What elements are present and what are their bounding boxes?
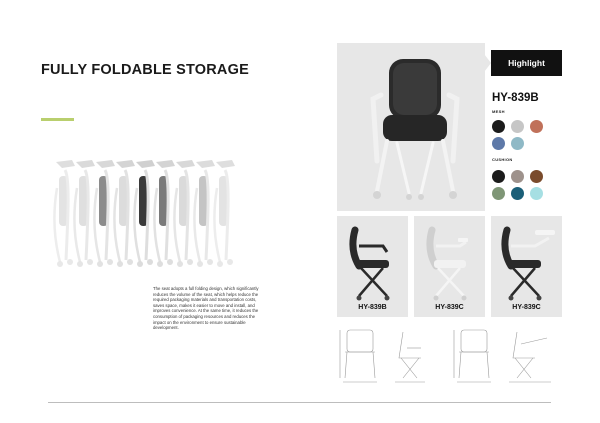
mesh-label: MESH: [492, 109, 505, 114]
chair-front-illustration: [337, 43, 485, 211]
cushion-label: CUSHION: [492, 157, 513, 162]
hero-product-image: [337, 43, 485, 211]
mesh-swatch-1[interactable]: [492, 120, 505, 133]
folded-chair-9: [214, 160, 235, 267]
cushion-swatch-3[interactable]: [530, 170, 543, 183]
folded-chair-1: [54, 160, 75, 267]
page-title: FULLY FOLDABLE STORAGE: [41, 62, 249, 78]
variant-label: HY-839C: [512, 304, 541, 311]
accent-rule: [41, 118, 74, 121]
mesh-swatch-4[interactable]: [492, 137, 505, 150]
cushion-swatch-6[interactable]: [530, 187, 543, 200]
folded-chair-2: [74, 160, 95, 267]
folded-chair-5: [134, 160, 155, 267]
cushion-swatch-5[interactable]: [511, 187, 524, 200]
drawing-front-1: [340, 330, 377, 382]
drawing-side-1: [395, 332, 425, 382]
highlight-badge: Highlight: [491, 50, 562, 76]
variant-tile-hy-839b[interactable]: [337, 216, 408, 317]
mesh-swatch-3[interactable]: [530, 120, 543, 133]
folded-chair-3: [94, 160, 115, 267]
folded-chair-4: [114, 160, 135, 267]
drawing-side-2: [509, 332, 551, 382]
hero-corner-arrow: [481, 50, 491, 76]
bottom-divider: [48, 402, 551, 403]
mesh-swatch-5[interactable]: [511, 137, 524, 150]
variant-label: HY-839B: [358, 304, 387, 311]
variant-tile-hy-839c-1[interactable]: [414, 216, 485, 317]
folding-sequence-illustration: [46, 158, 246, 270]
chair-side-illustration: [491, 216, 562, 302]
cushion-swatch-4[interactable]: [492, 187, 505, 200]
dimension-drawings: [337, 322, 563, 386]
chair-side-illustration: [337, 216, 408, 302]
mesh-swatch-2[interactable]: [511, 120, 524, 133]
variant-label: HY-839C: [435, 304, 464, 311]
variant-tile-hy-839c-2[interactable]: [491, 216, 562, 317]
folded-chair-8: [194, 160, 215, 267]
cushion-swatch-1[interactable]: [492, 170, 505, 183]
folded-chair-6: [154, 160, 175, 267]
folded-chair-7: [174, 160, 195, 267]
description-text: The seat adopts a full folding design, which significantly reduces the volume of the seat, which helps reduce the required packaging materials and transportation costs, saves space, makes it easier to move and install, and improves convenience. At the same time, it reduces the consumption of packaging resources and reduces the impact on the environment to ensure sustainable development.: [153, 286, 259, 331]
chair-side-illustration: [414, 216, 485, 302]
model-name: HY-839B: [492, 92, 539, 104]
drawing-front-2: [454, 330, 491, 382]
cushion-swatch-2[interactable]: [511, 170, 524, 183]
